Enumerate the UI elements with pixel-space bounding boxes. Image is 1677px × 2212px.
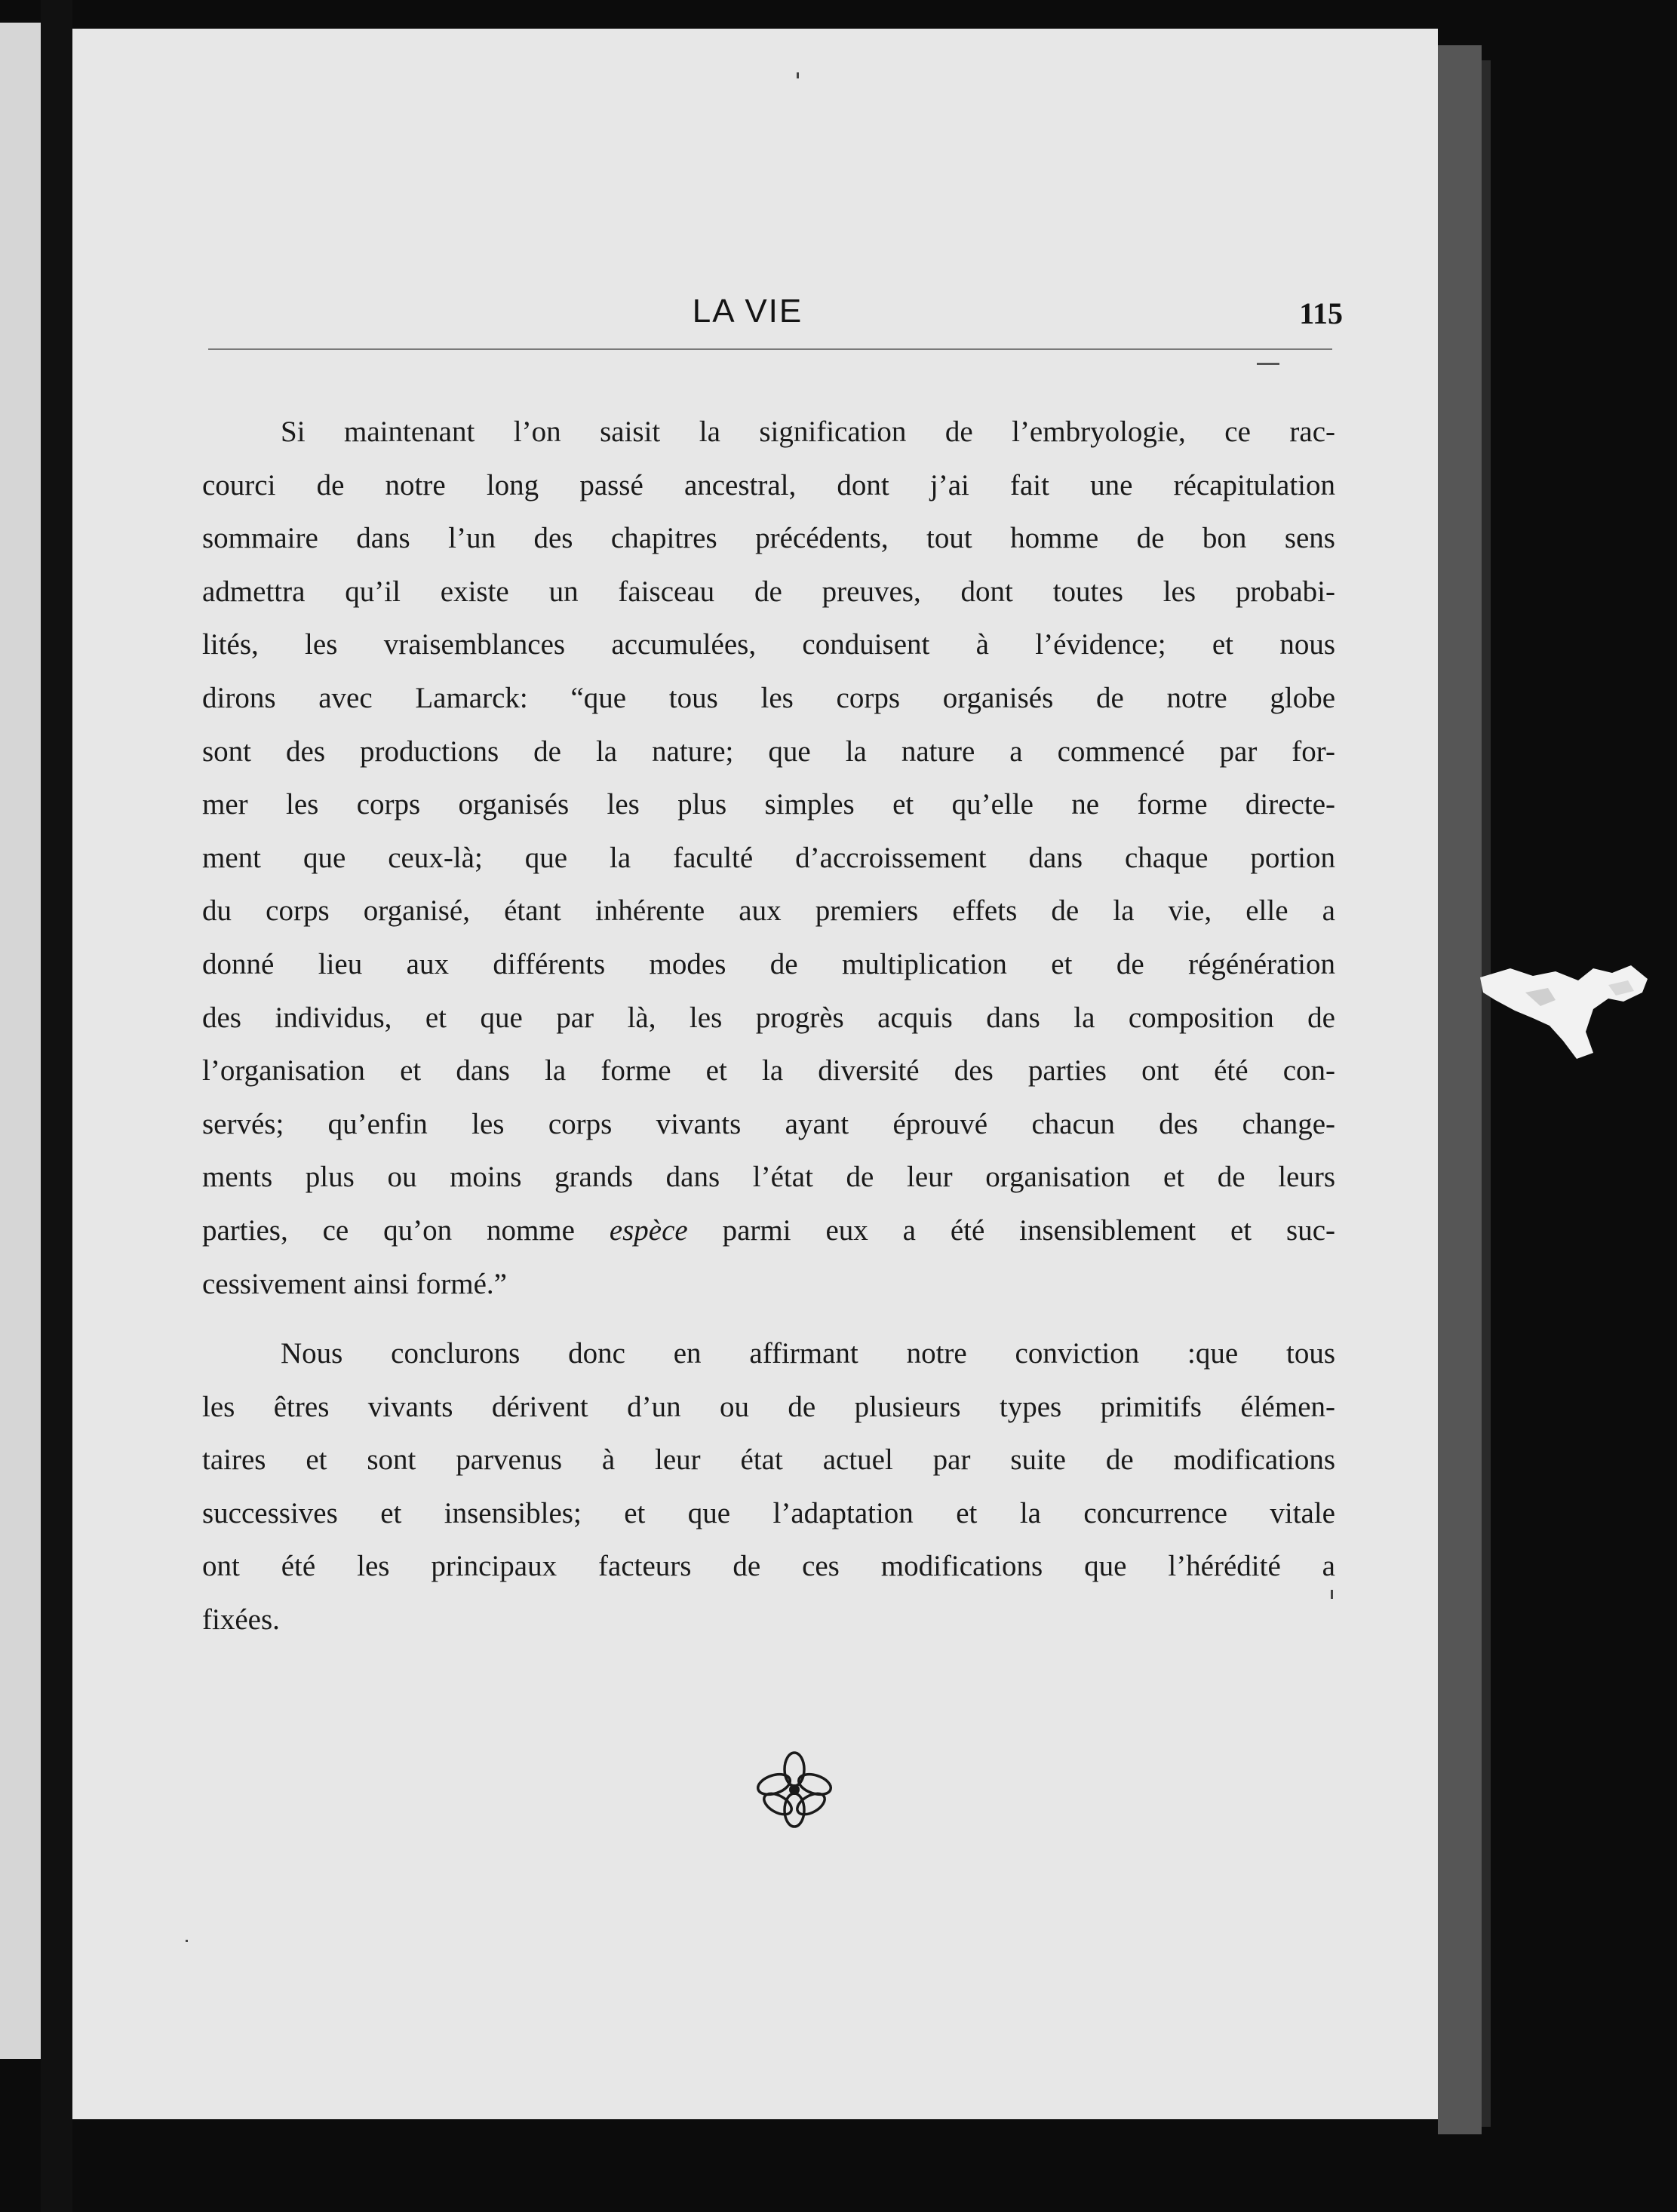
text-line: sont des productions de la nature; que la nature a commencé par for-: [202, 735, 1335, 768]
facing-page-edge: [0, 23, 41, 2059]
text-line: Nous conclurons donc en affirmant notre conviction :que tous: [281, 1337, 1335, 1370]
header-rule-mark: [1257, 363, 1279, 365]
text-line: ments plus ou moins grands dans l’état de leur organisation et de leurs: [202, 1161, 1335, 1194]
flower-ornament-icon: [753, 1748, 836, 1831]
italic-term: espèce: [609, 1213, 688, 1247]
paragraph-2: [202, 1327, 1335, 1647]
page-stack-edge: [1438, 45, 1482, 2134]
running-head: LA VIE: [692, 293, 803, 330]
text-line: servés; qu’enfin les corps vivants ayant éprouvé chacun des change-: [202, 1107, 1335, 1140]
page-number: 115: [1299, 296, 1343, 330]
text-line: lités, les vraisemblances accumulées, conduisent à l’évidence; et nous: [202, 628, 1335, 661]
binding-shadow: [1482, 60, 1491, 2127]
text-line-espece: [202, 1204, 1335, 1258]
header-rule: [208, 348, 1332, 350]
text-line: taires et sont parvenus à leur état actuel par suite de modifications: [202, 1443, 1335, 1477]
text-line: Si maintenant l’on saisit la signification de l’embryologie, ce rac-: [281, 416, 1335, 448]
text-segment: parties, ce qu’on nomme: [202, 1213, 610, 1247]
text-line: cessivement ainsi formé.”: [202, 1267, 507, 1300]
text-line: des individus, et que par là, les progrès acquis dans la composition de: [202, 1001, 1335, 1034]
text-line: courci de notre long passé ancestral, dont j’ai fait une récapitulation: [202, 468, 1335, 502]
scan-speck: [797, 72, 799, 78]
text-segment: parmi eux a été insensiblement et suc-: [687, 1213, 1335, 1247]
text-line: dirons avec Lamarck: “que tous les corps organisés de notre globe: [202, 681, 1335, 714]
text-line: ont été les principaux facteurs de ces modifications que l’hérédité a: [202, 1550, 1335, 1583]
text-line: mer les corps organisés les plus simples et qu’elle ne forme directe-: [202, 788, 1335, 821]
text-line: l’organisation et dans la forme et la diversité des parties ont été con-: [202, 1054, 1335, 1088]
scan-speck: [1331, 1590, 1333, 1599]
page-header: [72, 293, 1438, 338]
book-page: [72, 29, 1438, 2119]
scan-speck: [186, 1940, 188, 1942]
text-line: donné lieu aux différents modes de multiplication et de régénération: [202, 947, 1335, 980]
text-line: les êtres vivants dérivent d’un ou de plusieurs types primitifs élémen-: [202, 1390, 1335, 1423]
text-line: sommaire dans l’un des chapitres précédents, tout homme de bon sens: [202, 522, 1335, 555]
text-line: fixées.: [202, 1603, 280, 1637]
text-line: successives et insensibles; et que l’adaptation et la concurrence vitale: [202, 1496, 1335, 1529]
book-gutter: [41, 0, 72, 2212]
paragraph-1: [202, 406, 1335, 1311]
body-text: [202, 406, 1335, 1647]
text-line: admettra qu’il existe un faisceau de preuves, dont toutes les probabi-: [202, 575, 1335, 608]
text-line: ment que ceux-là; que la faculté d’accroissement dans chaque portion: [202, 841, 1335, 874]
text-line: du corps organisé, étant inhérente aux premiers effets de la vie, elle a: [202, 894, 1335, 928]
